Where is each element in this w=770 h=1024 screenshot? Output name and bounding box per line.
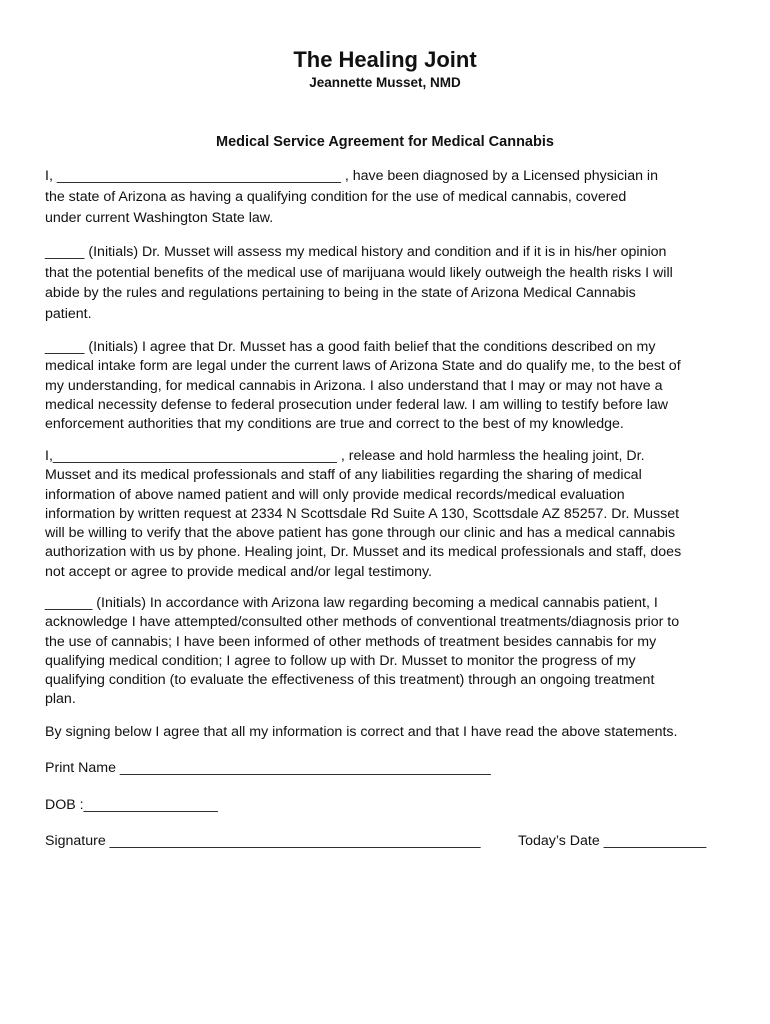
text-line: authorization with us by phone. Healing joint, Dr. Musset and its medical professionals and staff, does xyxy=(45,544,682,561)
text-line: under current Washington State law. xyxy=(45,210,274,226)
text-line: _____ (Initials) I agree that Dr. Musset has a good faith belief that the conditions described on my xyxy=(45,339,656,355)
text-line: abide by the rules and regulations pertaining to being in the state of Arizona Medical Cannabis xyxy=(45,285,636,301)
text-line: Musset and its medical professionals and staff of any liabilities regarding the sharing of medical xyxy=(45,467,642,484)
diagnosis-paragraph xyxy=(45,166,735,229)
assessment-paragraph xyxy=(45,242,735,324)
clinic-name: The Healing Joint xyxy=(293,47,477,72)
good-faith-paragraph xyxy=(45,338,735,434)
text-line: _____ (Initials) Dr. Musset will assess my medical history and condition and if it is in his/her opinion xyxy=(45,244,667,260)
physician-name: Jeannette Musset, NMD xyxy=(309,75,461,90)
text-line: that the potential benefits of the medical use of marijuana would likely outweigh the health risks I will xyxy=(45,264,673,281)
text-line: acknowledge I have attempted/consulted other methods of conventional treatments/diagnosis prior to xyxy=(45,614,680,631)
text-line: qualifying medical condition; I agree to follow up with Dr. Musset to monitor the progress of my xyxy=(45,652,636,669)
agreement-title: Medical Service Agreement for Medical Cannabis xyxy=(216,134,554,150)
text-line: the use of cannabis; I have been informed of other methods of treatment besides cannabis for my xyxy=(45,633,657,650)
release-paragraph xyxy=(45,447,735,582)
text-line: the state of Arizona as having a qualifying condition for the use of medical cannabis, covered xyxy=(45,189,627,205)
text-line: medical intake form are legal under the current laws of Arizona State and do qualify me, to the best of xyxy=(45,358,681,375)
signing-statement xyxy=(45,723,735,742)
text-line: medical necessity defense to federal prosecution under federal law. I am willing to testify before law xyxy=(45,396,669,413)
dob-field[interactable]: DOB :_________________ xyxy=(45,797,218,813)
text-line: enforcement authorities that my conditions are true and correct to the best of my knowledge. xyxy=(45,416,624,433)
text-line: patient. xyxy=(45,305,92,322)
text-line: will be willing to verify that the above patient has gone through our clinic and has a medical cannabis xyxy=(45,525,676,542)
acknowledgement-paragraph xyxy=(45,594,735,710)
text-line: information of above named patient and will only provide medical records/medical evaluation xyxy=(45,486,625,503)
todays-date-field[interactable]: Today’s Date _____________ xyxy=(518,833,707,849)
signature-field[interactable]: Signature _______________________________________________ xyxy=(45,833,481,849)
text-line: ______ (Initials) In accordance with Arizona law regarding becoming a medical cannabis patient, I xyxy=(45,595,658,611)
text-line: my understanding, for medical cannabis in Arizona. I also understand that I may or may not have a xyxy=(45,377,663,394)
text-line: information by written request at 2334 N Scottsdale Rd Suite A 130, Scottsdale AZ 85257. Dr. Musset xyxy=(45,505,680,522)
text-line: I,____________________________________ , release and hold harmless the healing joint, Dr. xyxy=(45,448,645,464)
text-line: plan. xyxy=(45,691,76,708)
text-line: qualifying condition (to evaluate the effectiveness of this treatment) through an ongoing treatment xyxy=(45,672,655,689)
text-line: By signing below I agree that all my information is correct and that I have read the above statements. xyxy=(45,724,678,740)
text-line: I, ____________________________________ , have been diagnosed by a Licensed physician in xyxy=(45,168,658,184)
text-line: not accept or agree to provide medical and/or legal testimony. xyxy=(45,563,432,580)
print-name-field[interactable]: Print Name _______________________________________________ xyxy=(45,760,491,776)
